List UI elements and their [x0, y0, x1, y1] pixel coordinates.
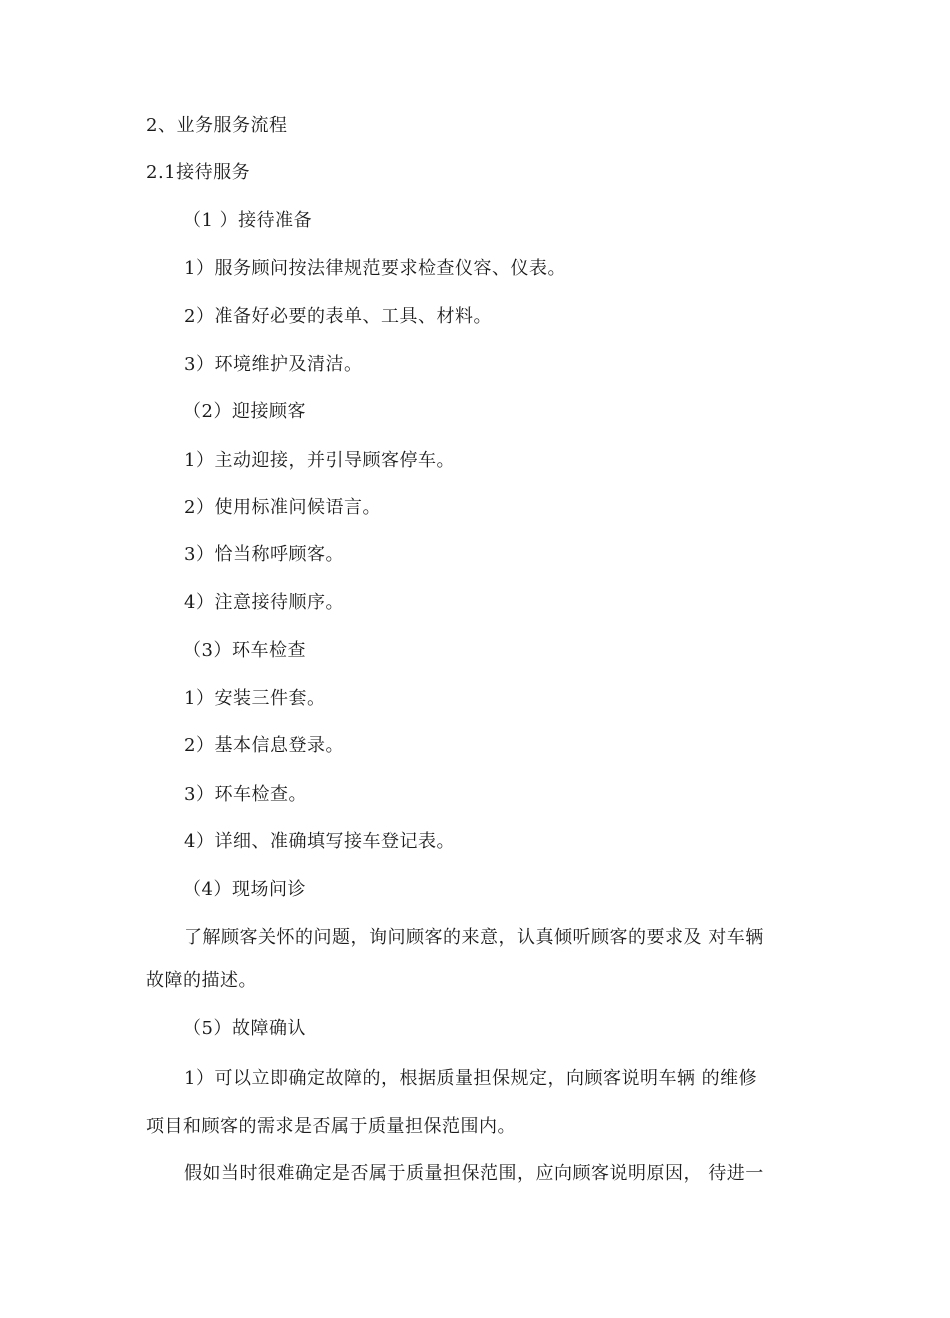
- subsection-title: 2.1接待服务: [146, 162, 251, 183]
- paragraph-line: 故障的描述。: [146, 970, 257, 991]
- list-item: 4）详细、准确填写接车登记表。: [184, 831, 455, 852]
- list-item: 1）安装三件套。: [184, 688, 326, 709]
- heading-onsite-inquiry: （4）现场问诊: [183, 879, 306, 900]
- list-item: 3）环境维护及清洁。: [184, 354, 363, 375]
- heading-reception-preparation: （1 ）接待准备: [183, 210, 313, 231]
- paragraph-line: 项目和顾客的需求是否属于质量担保范围内。: [146, 1116, 516, 1137]
- heading-greet-customer: （2）迎接顾客: [183, 401, 306, 422]
- list-item: 2）使用标准问候语言。: [184, 497, 381, 518]
- list-item: 1）主动迎接，并引导顾客停车。: [184, 450, 455, 471]
- heading-vehicle-inspection: （3）环车检查: [183, 640, 306, 661]
- section-title: 2、业务服务流程: [146, 115, 288, 136]
- list-item: 3）恰当称呼顾客。: [184, 544, 344, 565]
- heading-fault-confirmation: （5）故障确认: [183, 1018, 306, 1039]
- list-item: 2）基本信息登录。: [184, 735, 344, 756]
- paragraph-line: 假如当时很难确定是否属于质量担保范围，应向顾客说明原因， 待进一: [184, 1163, 764, 1184]
- paragraph-line: 1）可以立即确定故障的，根据质量担保规定，向顾客说明车辆 的维修: [184, 1068, 758, 1089]
- list-item: 2）准备好必要的表单、工具、材料。: [184, 306, 492, 327]
- paragraph-line: 了解顾客关怀的问题，询问顾客的来意，认真倾听顾客的要求及 对车辆: [184, 927, 764, 948]
- list-item: 3）环车检查。: [184, 784, 307, 805]
- list-item: 1）服务顾问按法律规范要求检查仪容、仪表。: [184, 258, 566, 279]
- list-item: 4）注意接待顺序。: [184, 592, 344, 613]
